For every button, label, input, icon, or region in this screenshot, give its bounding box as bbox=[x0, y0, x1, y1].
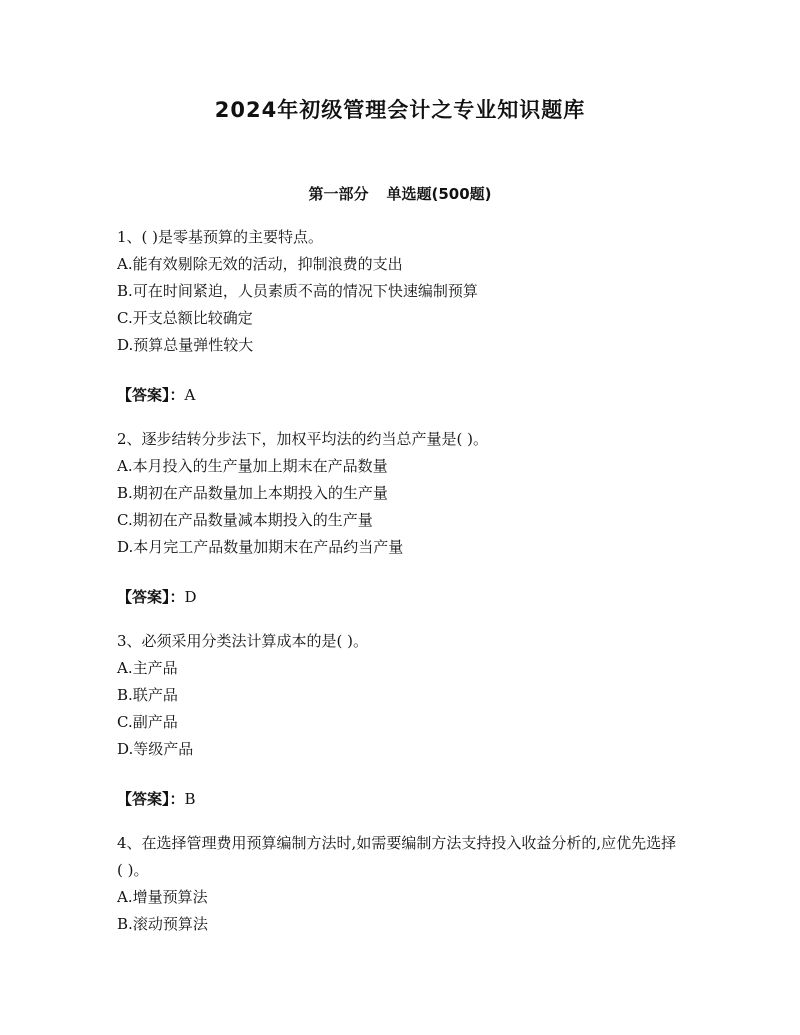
option-a bbox=[117, 655, 677, 682]
option-text: 开支总额比较确定 bbox=[132, 309, 253, 327]
question-block bbox=[117, 628, 677, 813]
option-text: 副产品 bbox=[132, 713, 178, 731]
option-c bbox=[117, 305, 677, 332]
option-b bbox=[117, 682, 677, 709]
answer-line bbox=[117, 786, 677, 813]
option-a bbox=[117, 453, 677, 480]
option-text: 期初在产品数量加上本期投入的生产量 bbox=[132, 484, 388, 502]
option-text: 预算总量弹性较大 bbox=[133, 336, 254, 354]
option-a bbox=[117, 884, 677, 911]
option-key: D . bbox=[117, 740, 133, 758]
option-c bbox=[117, 507, 677, 534]
option-text: 主产品 bbox=[132, 659, 178, 677]
option-text: 滚动预算法 bbox=[132, 915, 208, 933]
answer-value: B bbox=[184, 790, 196, 808]
answer-line bbox=[117, 382, 677, 409]
option-key: C . bbox=[117, 511, 133, 529]
option-text: 期初在产品数量减本期投入的生产量 bbox=[132, 511, 373, 529]
option-key: D . bbox=[117, 538, 133, 556]
option-key: A . bbox=[117, 659, 133, 677]
question-block bbox=[117, 426, 677, 611]
option-text: 本月完工产品数量加期末在产品约当产量 bbox=[133, 538, 404, 556]
option-key: A . bbox=[117, 457, 133, 475]
option-key: C . bbox=[117, 309, 133, 327]
document-title: 2024年初级管理会计之专业知识题库 bbox=[214, 98, 586, 122]
option-key: A . bbox=[117, 888, 133, 906]
answer-value: A bbox=[184, 386, 196, 404]
option-c bbox=[117, 709, 677, 736]
option-key: B . bbox=[117, 484, 133, 502]
section-heading bbox=[0, 183, 800, 204]
option-text: 可在时间紧迫，人员素质不高的情况下快速编制预算 bbox=[132, 282, 478, 300]
option-key: A . bbox=[117, 255, 133, 273]
option-b bbox=[117, 480, 677, 507]
answer-label: 【答案】： bbox=[117, 790, 185, 808]
option-text: 本月投入的生产量加上期末在产品数量 bbox=[132, 457, 388, 475]
option-text: 联产品 bbox=[132, 686, 178, 704]
option-key: C . bbox=[117, 713, 133, 731]
option-d bbox=[117, 534, 677, 561]
option-b bbox=[117, 911, 677, 938]
option-key: D . bbox=[117, 336, 133, 354]
option-d bbox=[117, 736, 677, 763]
option-key: B . bbox=[117, 915, 133, 933]
option-a bbox=[117, 251, 677, 278]
answer-label: 【答案】： bbox=[117, 386, 185, 404]
answer-value: D bbox=[184, 588, 197, 606]
option-key: B . bbox=[117, 282, 133, 300]
section-name: 单选题(500题) bbox=[386, 185, 492, 203]
section-part: 第一部分 bbox=[308, 185, 369, 203]
option-text: 增量预算法 bbox=[132, 888, 208, 906]
option-d bbox=[117, 332, 677, 359]
question-text: 2、逐步结转分步法下，加权平均法的约当总产量是( )。 bbox=[117, 430, 489, 448]
option-text: 能有效剔除无效的活动，抑制浪费的支出 bbox=[132, 255, 403, 273]
question-text: 4、在选择管理费用预算编制方法时,如需要编制方法支持投入收益分析的,应优先选择( )。 bbox=[117, 834, 677, 879]
question-text: 3、必须采用分类法计算成本的是( )。 bbox=[117, 632, 369, 650]
question-block bbox=[117, 224, 677, 409]
option-text: 等级产品 bbox=[133, 740, 194, 758]
answer-line bbox=[117, 584, 677, 611]
question-list bbox=[117, 224, 677, 938]
question-text: 1、( )是零基预算的主要特点。 bbox=[117, 228, 324, 246]
answer-label: 【答案】： bbox=[117, 588, 185, 606]
question-block bbox=[117, 830, 677, 938]
option-key: B . bbox=[117, 686, 133, 704]
option-b bbox=[117, 278, 677, 305]
